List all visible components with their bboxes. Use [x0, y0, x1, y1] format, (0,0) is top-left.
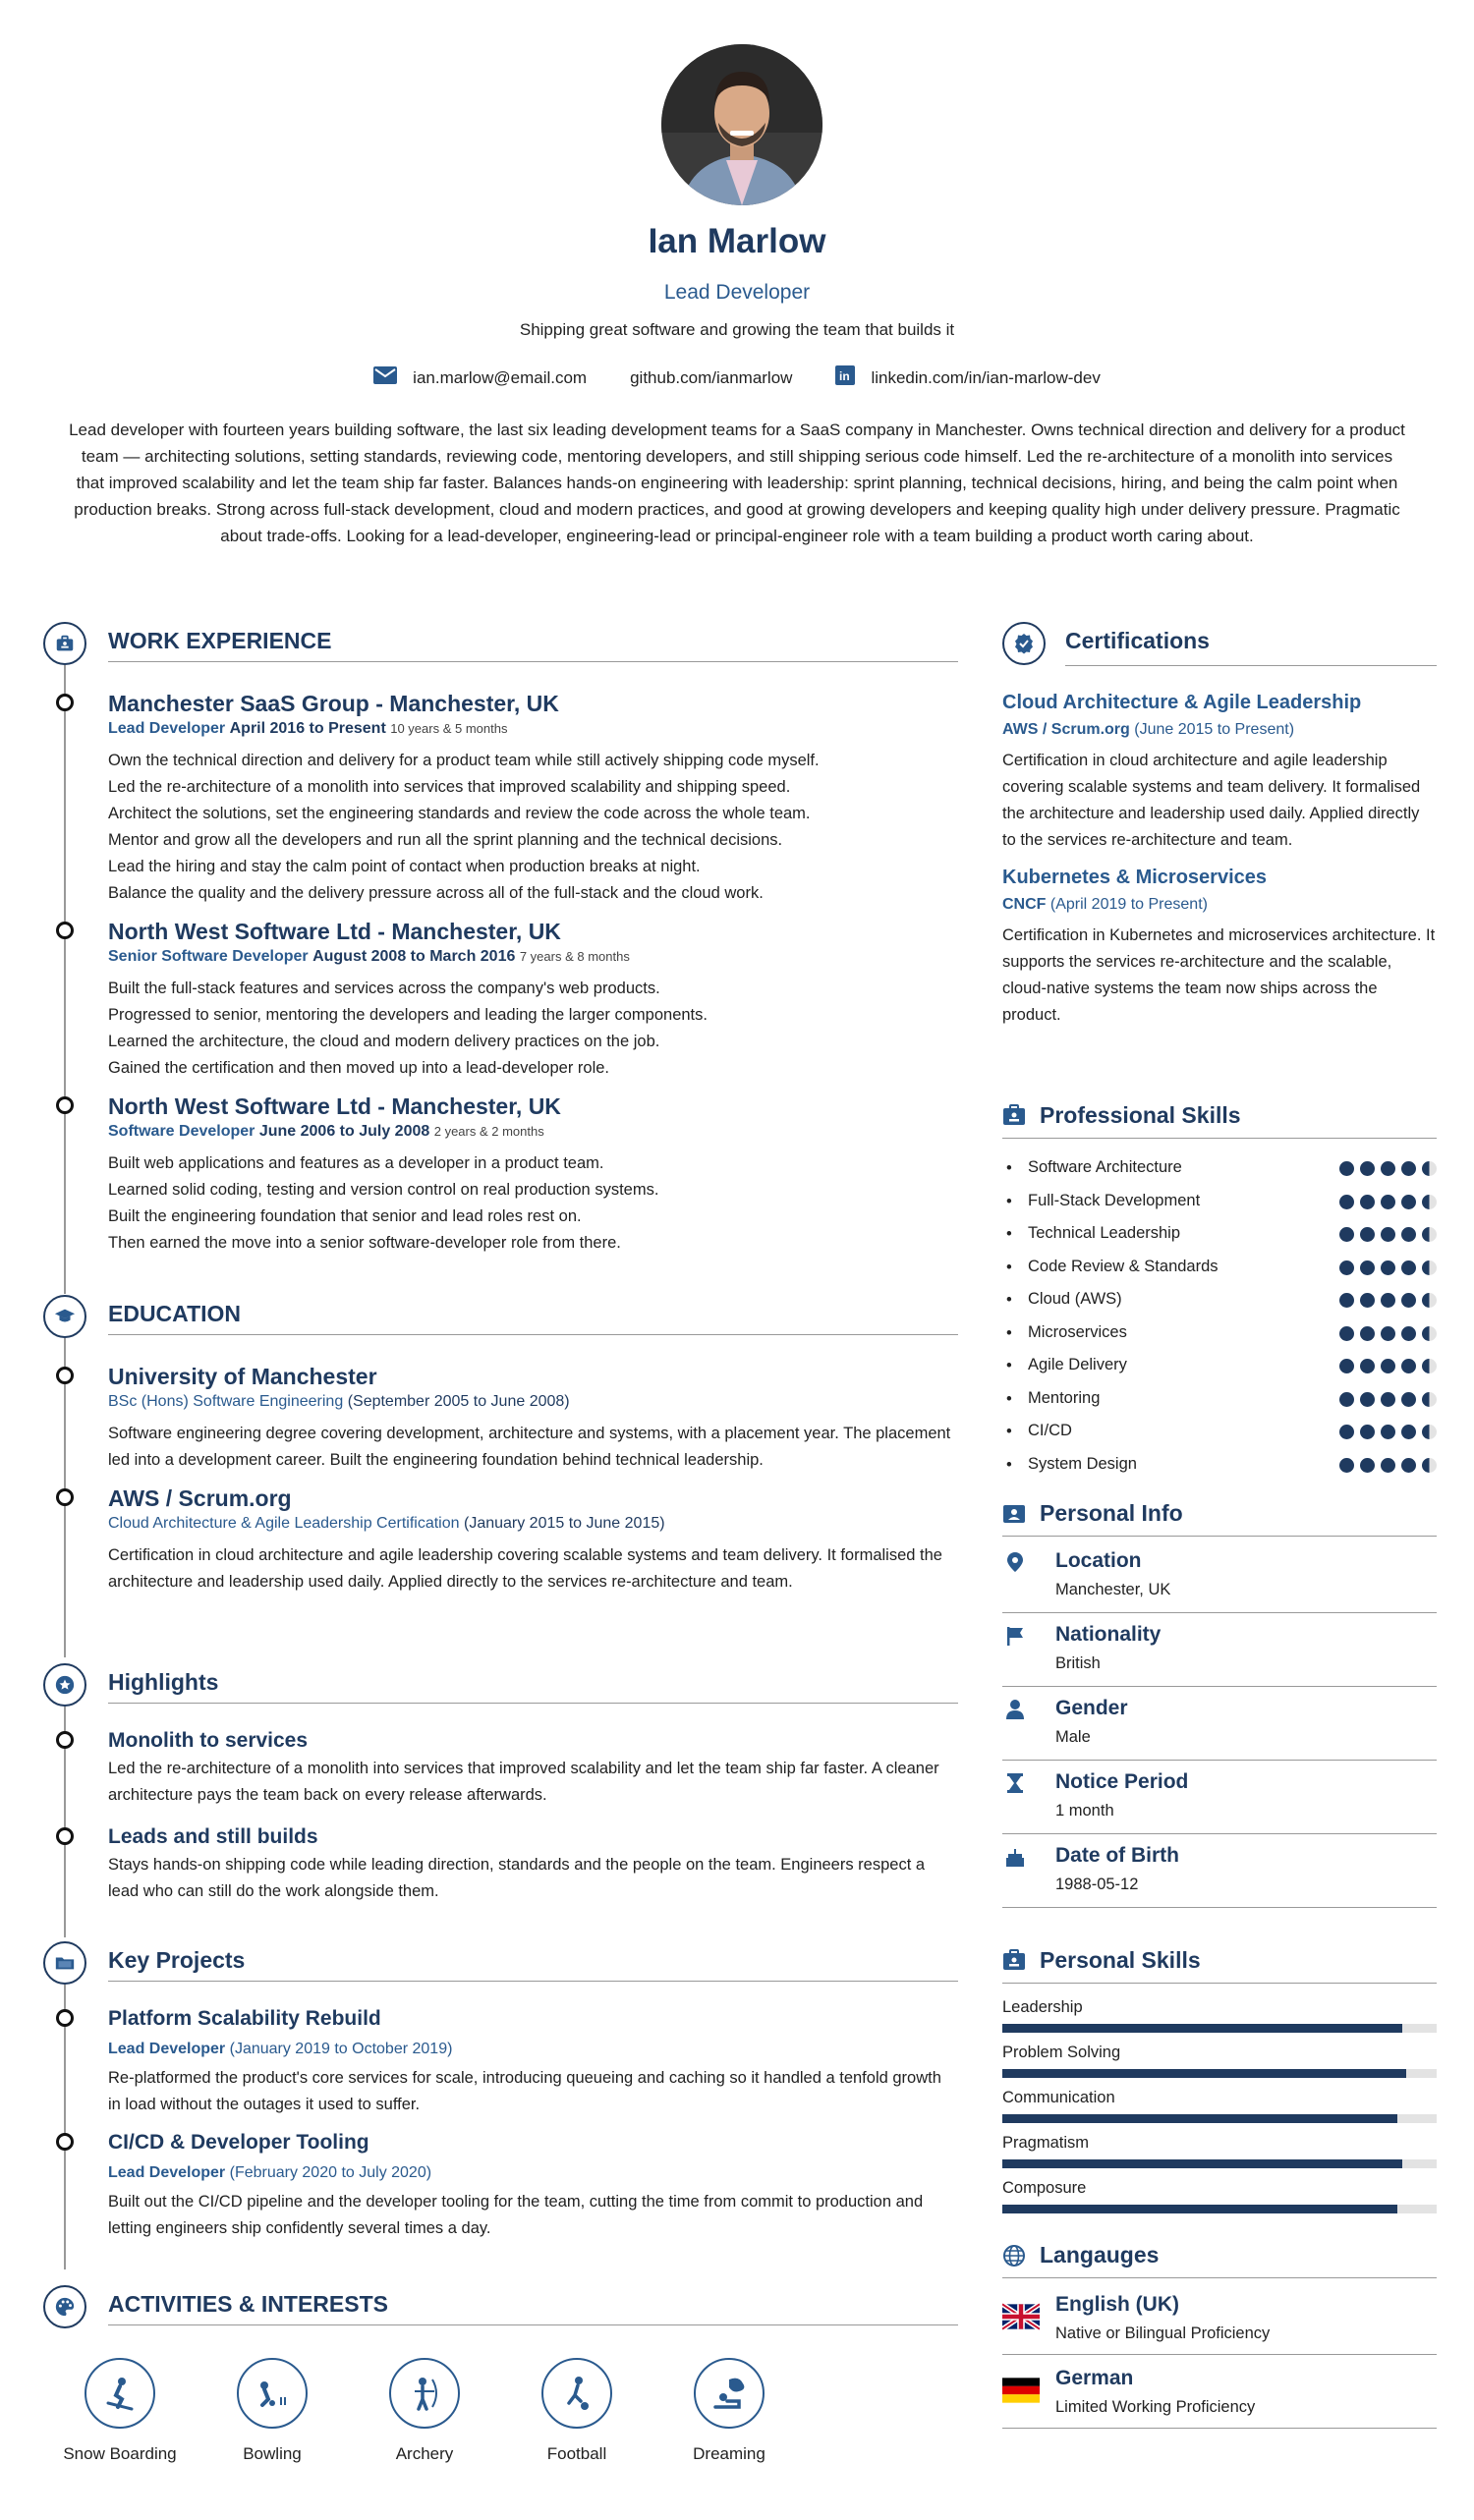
- degree-meta: BSc (Hons) Software Engineering (September 2005 to June 2008): [108, 1393, 570, 1410]
- job-meta: Senior Software Developer August 2008 to March 2016 7 years & 8 months: [108, 948, 630, 965]
- certification-title: Cloud Architecture & Agile Leadership: [1002, 692, 1362, 713]
- tagline: Shipping great software and growing the team that builds it: [519, 320, 955, 339]
- rating-dot: [1360, 1195, 1375, 1209]
- timeline-dot: [56, 1367, 74, 1384]
- football-icon: [541, 2358, 612, 2429]
- hourglass-icon: [1004, 1772, 1026, 1794]
- language-row: English (UK) Native or Bilingual Proficiency: [1002, 2281, 1437, 2355]
- skill-row: • Code Review & Standards: [1002, 1257, 1437, 1290]
- rating-dot: [1381, 1195, 1395, 1209]
- personal-skills-list: [1002, 1998, 1437, 2224]
- highlight-title: Monolith to services: [108, 1729, 309, 1752]
- svg-text:in: in: [839, 369, 851, 383]
- degree-meta: Cloud Architecture & Agile Leadership Certification (January 2015 to June 2015): [108, 1515, 665, 1532]
- rating-dot: [1339, 1392, 1354, 1407]
- certification-meta: CNCF (April 2019 to Present): [1002, 896, 1208, 913]
- github-text: github.com/ianmarlow: [630, 367, 793, 387]
- rating-dot: [1339, 1425, 1354, 1439]
- flag-icon: [1004, 1625, 1026, 1647]
- education-text: Software engineering degree covering development, architecture and systems, with a placement year. The placement led into a development career. Built the engineering foundation behind technical leadership.: [108, 1425, 951, 1469]
- skill-row: • Technical Leadership: [1002, 1223, 1437, 1257]
- rating-dot: [1422, 1326, 1437, 1341]
- education-entry: [39, 1362, 958, 1474]
- globe-icon: [1002, 2244, 1026, 2272]
- personal-skill-row: Composure: [1002, 2179, 1437, 2224]
- rating-dot: [1360, 1293, 1375, 1308]
- rating-dot: [1339, 1359, 1354, 1373]
- rating-dot: [1422, 1458, 1437, 1473]
- timeline-dot: [56, 2009, 74, 2027]
- timeline-dot: [56, 2133, 74, 2151]
- rating-dot: [1339, 1458, 1354, 1473]
- highlights-section: [39, 1663, 958, 1941]
- highlight-title: Leads and still builds: [108, 1825, 318, 1848]
- mail-icon: [373, 366, 397, 389]
- timeline-dot: [56, 1096, 74, 1114]
- rating-dot: [1422, 1161, 1437, 1176]
- linkedin-contact[interactable]: [835, 365, 1100, 390]
- rating-dot: [1339, 1227, 1354, 1242]
- activity-item: [51, 2358, 189, 2464]
- skill-bar: [1002, 2069, 1437, 2078]
- rating-dot: [1422, 1359, 1437, 1373]
- project-text: Re-platformed the product's core services for scale, introducing queueing and caching so it handled a tenfold growth in load without the outages it used to suffer.: [108, 2069, 941, 2113]
- highlight-text: Stays hands-on shipping code while leading direction, standards and the people on the team. Engineers respect a lead who can still do the work alongside them.: [108, 1856, 926, 1900]
- personal-skill-row: Problem Solving: [1002, 2044, 1437, 2089]
- linkedin-text: linkedin.com/in/ian-marlow-dev: [871, 367, 1101, 387]
- candidate-role: Lead Developer: [663, 281, 811, 304]
- skill-rating: [1339, 1260, 1437, 1275]
- activity-label: Dreaming: [693, 2444, 765, 2463]
- education-text: Certification in cloud architecture and agile leadership covering scalable systems and team delivery. It formalised the architecture and leadership used daily. Applied directly to the services re-architecture and team.: [108, 1546, 942, 1591]
- rating-dot: [1401, 1161, 1416, 1176]
- school-name: AWS / Scrum.org: [108, 1485, 292, 1511]
- timeline-dot: [56, 1731, 74, 1749]
- id-badge-icon: [1002, 1104, 1026, 1131]
- highlight-text: Led the re-architecture of a monolith into services that improved scalability and let the team ship far faster. A cleaner architecture pays the team back on every release afterwards.: [108, 1760, 939, 1804]
- personal-skills-section: [1002, 1943, 1437, 2238]
- project-meta: Lead Developer (February 2020 to July 2020): [108, 2164, 432, 2181]
- activity-item: [356, 2358, 493, 2464]
- germany-flag-icon: [1002, 2377, 1040, 2404]
- rating-dot: [1339, 1326, 1354, 1341]
- project-text: Built out the CI/CD pipeline and the developer tooling for the team, cutting the time from commit to production and letting engineers ship confidently several times a day.: [108, 2193, 924, 2237]
- rating-dot: [1401, 1260, 1416, 1275]
- personal-skill-row: Communication: [1002, 2089, 1437, 2134]
- skill-row: • Microservices: [1002, 1322, 1437, 1356]
- bowling-icon: [237, 2358, 308, 2429]
- folder-icon: [43, 1941, 86, 1985]
- skill-row: • Cloud (AWS): [1002, 1289, 1437, 1322]
- skill-rating: [1339, 1392, 1437, 1407]
- section-title: Certifications: [1065, 628, 1210, 653]
- rating-dot: [1381, 1161, 1395, 1176]
- person-icon: [1004, 1699, 1026, 1720]
- briefcase-icon: [43, 622, 86, 665]
- rating-dot: [1422, 1227, 1437, 1242]
- skill-row: • Software Architecture: [1002, 1157, 1437, 1191]
- skill-rating: [1339, 1326, 1437, 1341]
- skill-row: • Full-Stack Development: [1002, 1191, 1437, 1224]
- skill-bar: [1002, 2114, 1437, 2123]
- rating-dot: [1381, 1260, 1395, 1275]
- rating-dot: [1381, 1293, 1395, 1308]
- rating-dot: [1339, 1195, 1354, 1209]
- certification-entry: [1002, 864, 1437, 1029]
- rating-dot: [1360, 1392, 1375, 1407]
- certification-entry: [1002, 689, 1437, 854]
- activity-label: Snow Boarding: [63, 2444, 177, 2463]
- rating-dot: [1360, 1161, 1375, 1176]
- skill-bar-fill: [1002, 2159, 1402, 2168]
- languages-section: [1002, 2238, 1437, 2435]
- section-title: WORK EXPERIENCE: [108, 628, 332, 653]
- email-text: ian.marlow@email.com: [413, 367, 588, 387]
- job-company: North West Software Ltd - Manchester, UK: [108, 919, 561, 944]
- certification-text: Certification in cloud architecture and agile leadership covering scalable systems and team delivery. It formalised the architecture and leadership used daily. Applied directly to the services re-architecture and team.: [1002, 752, 1421, 849]
- right-column: [1002, 622, 1437, 2435]
- linkedin-icon: [835, 365, 855, 390]
- archery-icon: [389, 2358, 460, 2429]
- skill-rating: [1339, 1425, 1437, 1439]
- rating-dot: [1360, 1326, 1375, 1341]
- section-title: ACTIVITIES & INTERESTS: [108, 2291, 388, 2317]
- contact-bar: [0, 365, 1474, 390]
- star-badge-icon: [43, 1663, 86, 1707]
- section-title: Highlights: [108, 1669, 219, 1695]
- rating-dot: [1381, 1359, 1395, 1373]
- skill-bar: [1002, 2205, 1437, 2213]
- job-meta: Software Developer June 2006 to July 2008 2 years & 2 months: [108, 1123, 544, 1140]
- rating-dot: [1360, 1425, 1375, 1439]
- job-entry: [39, 1092, 958, 1257]
- rating-dot: [1401, 1359, 1416, 1373]
- timeline-dot: [56, 694, 74, 711]
- location-pin-icon: [1004, 1551, 1026, 1573]
- job-bullets: Built web applications and features as a developer in a product team. Learned solid coding, testing and version control on real production systems. Built the engineering foundation that senior and lead roles rest on. Then earned the move into a senior software-developer role from there.: [108, 1154, 659, 1252]
- language-row: German Limited Working Proficiency: [1002, 2355, 1437, 2429]
- skill-row: • Agile Delivery: [1002, 1355, 1437, 1388]
- snowboard-icon: [85, 2358, 155, 2429]
- work-experience-section: [39, 622, 958, 1295]
- project-meta: Lead Developer (January 2019 to October 2019): [108, 2041, 453, 2057]
- rating-dot: [1339, 1260, 1354, 1275]
- rating-dot: [1401, 1458, 1416, 1473]
- rating-dot: [1401, 1227, 1416, 1242]
- activity-label: Archery: [395, 2444, 454, 2463]
- rating-dot: [1381, 1326, 1395, 1341]
- skill-bar: [1002, 2024, 1437, 2033]
- job-company: Manchester SaaS Group - Manchester, UK: [108, 691, 559, 716]
- rating-dot: [1422, 1392, 1437, 1407]
- skill-row: • System Design: [1002, 1454, 1437, 1487]
- dreaming-icon: [694, 2358, 765, 2429]
- job-bullets: Built the full-stack features and services across the company's web products. Progressed to senior, mentoring the developers and leading the larger components. Learned the architecture, the cloud and modern delivery practices on the job. Gained the certification and then moved up into a lead-developer role.: [108, 980, 708, 1077]
- activity-item: [508, 2358, 646, 2464]
- email-contact[interactable]: [373, 365, 587, 390]
- activity-item: [203, 2358, 341, 2464]
- info-row-notice-period: Notice Period 1 month: [1002, 1761, 1437, 1834]
- personal-info-section: [1002, 1496, 1437, 1943]
- section-title: Personal Info: [1040, 1500, 1183, 1526]
- skill-bar-fill: [1002, 2069, 1406, 2078]
- profile-photo: [661, 44, 822, 205]
- skill-row: • Mentoring: [1002, 1388, 1437, 1422]
- rating-dot: [1360, 1458, 1375, 1473]
- palette-icon: [43, 2285, 86, 2328]
- job-entry: [39, 689, 958, 907]
- certification-title: Kubernetes & Microservices: [1002, 867, 1268, 888]
- project-title: CI/CD & Developer Tooling: [108, 2131, 369, 2154]
- rating-dot: [1339, 1293, 1354, 1308]
- skill-bar-fill: [1002, 2114, 1397, 2123]
- project-title: Platform Scalability Rebuild: [108, 2007, 381, 2030]
- profile-summary: Lead developer with fourteen years building software, the last six leading development teams for a SaaS company in Manchester. Owns technical direction and delivery for a product team — architecting solutions, setting standards, reviewing code, mentoring developers, and still shipping serious code himself. Led the re-architecture of a monolith into services that improved scalability and let the team ship far faster. Balances hands-on engineering with leadership: sprint planning, technical decisions, hiring, and being the calm point when production breaks. Strong across full-stack development, cloud and modern practices, and good at growing developers and keeping quality high under delivery pressure. Pragmatic about trade-offs. Looking for a lead-developer, engineering-lead or principal-engineer role with a team building a product worth caring about.: [69, 420, 1405, 545]
- certifications-section: [1002, 622, 1437, 1098]
- rating-dot: [1422, 1195, 1437, 1209]
- rating-dot: [1422, 1425, 1437, 1439]
- rating-dot: [1401, 1195, 1416, 1209]
- personal-skill-row: Pragmatism: [1002, 2134, 1437, 2179]
- skill-rating: [1339, 1195, 1437, 1209]
- job-meta: Lead Developer April 2016 to Present 10 years & 5 months: [108, 720, 508, 737]
- certification-text: Certification in Kubernetes and microservices architecture. It supports the services re-architecture and the scalable, cloud-native systems the team now ships across the product.: [1002, 926, 1436, 1024]
- skill-row: • CI/CD: [1002, 1421, 1437, 1454]
- job-bullets: Own the technical direction and delivery for a product team while still actively shipping code myself. Led the re-architecture of a monolith into services that improved scalability and shipping speed. Architect the solutions, set the engineering standards and review the code across the whole team. Mentor and grow all the developers and run all the sprint planning and the technical decisions. Lead the hiring and stay the calm point of contact when production breaks at night. Balance the quality and the delivery pressure across all of the full-stack and the cloud work.: [108, 752, 820, 902]
- rating-dot: [1401, 1293, 1416, 1308]
- section-title: Key Projects: [108, 1947, 246, 1973]
- rating-dot: [1360, 1359, 1375, 1373]
- id-badge-icon: [1002, 1949, 1026, 1976]
- cake-icon: [1004, 1846, 1026, 1868]
- activity-item: [660, 2358, 798, 2464]
- education-section: [39, 1295, 958, 1663]
- professional-skills-section: [1002, 1098, 1437, 1496]
- rating-dot: [1422, 1293, 1437, 1308]
- key-projects-section: [39, 1941, 958, 2285]
- timeline-dot: [56, 1827, 74, 1845]
- rating-dot: [1381, 1458, 1395, 1473]
- rating-dot: [1422, 1260, 1437, 1275]
- timeline-dot: [56, 922, 74, 939]
- skill-bar-fill: [1002, 2024, 1402, 2033]
- highlight-entry: [39, 1726, 958, 1809]
- section-title: EDUCATION: [108, 1301, 242, 1326]
- skill-rating: [1339, 1293, 1437, 1308]
- highlight-entry: [39, 1822, 958, 1905]
- rating-dot: [1401, 1425, 1416, 1439]
- section-title: Professional Skills: [1040, 1102, 1241, 1128]
- skill-bar-fill: [1002, 2205, 1397, 2213]
- section-title: Personal Skills: [1040, 1947, 1201, 1973]
- candidate-name: Ian Marlow: [648, 222, 826, 260]
- certification-meta: AWS / Scrum.org (June 2015 to Present): [1002, 721, 1295, 738]
- uk-flag-icon: [1002, 2303, 1040, 2330]
- certificate-badge-icon: [1002, 622, 1046, 665]
- skill-rating: [1339, 1161, 1437, 1176]
- personal-skill-row: Leadership: [1002, 1998, 1437, 2044]
- timeline-dot: [56, 1488, 74, 1506]
- skill-rating: [1339, 1359, 1437, 1373]
- rating-dot: [1381, 1425, 1395, 1439]
- info-row-nationality: Nationality British: [1002, 1613, 1437, 1687]
- activity-label: Football: [546, 2444, 607, 2463]
- rating-dot: [1401, 1326, 1416, 1341]
- professional-skills-list: [1002, 1157, 1437, 1486]
- skill-rating: [1339, 1458, 1437, 1473]
- school-name: University of Manchester: [108, 1364, 377, 1389]
- info-row-gender: Gender Male: [1002, 1687, 1437, 1761]
- graduation-cap-icon: [43, 1295, 86, 1338]
- rating-dot: [1381, 1392, 1395, 1407]
- project-entry: [39, 2128, 958, 2242]
- info-row-date-of-birth: Date of Birth 1988-05-12: [1002, 1834, 1437, 1908]
- rating-dot: [1360, 1227, 1375, 1242]
- rating-dot: [1401, 1392, 1416, 1407]
- section-title: Langauges: [1040, 2242, 1160, 2268]
- info-row-location: Location Manchester, UK: [1002, 1540, 1437, 1613]
- github-contact[interactable]: [630, 365, 792, 390]
- contact-card-icon: [1002, 1502, 1026, 1529]
- rating-dot: [1381, 1227, 1395, 1242]
- rating-dot: [1360, 1260, 1375, 1275]
- education-entry: [39, 1484, 958, 1596]
- activities-section: [39, 2285, 958, 2344]
- left-column: [39, 622, 958, 2344]
- skill-rating: [1339, 1227, 1437, 1242]
- job-company: North West Software Ltd - Manchester, UK: [108, 1093, 561, 1119]
- rating-dot: [1339, 1161, 1354, 1176]
- activity-label: Bowling: [243, 2444, 302, 2463]
- project-entry: [39, 2004, 958, 2118]
- skill-bar: [1002, 2159, 1437, 2168]
- job-entry: [39, 917, 958, 1082]
